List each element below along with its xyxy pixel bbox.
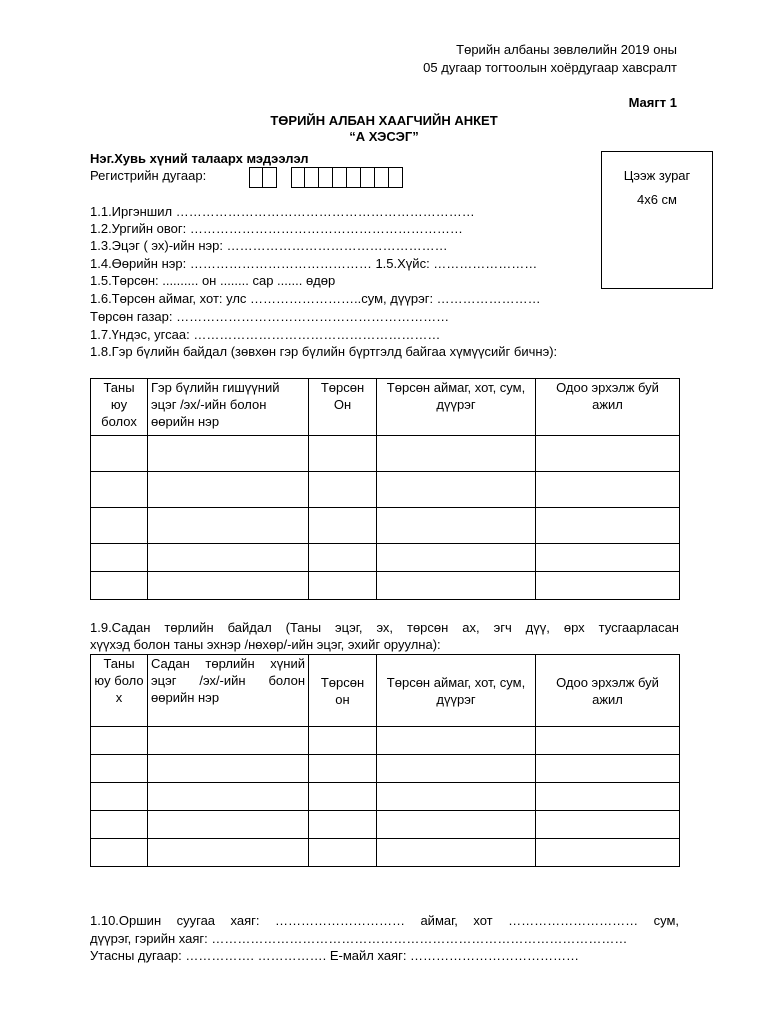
column-header: Төрсөн Он bbox=[309, 379, 377, 436]
table-cell[interactable] bbox=[148, 472, 309, 508]
table-cell[interactable] bbox=[536, 436, 680, 472]
registry-box[interactable] bbox=[319, 167, 333, 188]
table-cell[interactable] bbox=[148, 783, 309, 811]
column-header: Төрсөн аймаг, хот, сум, дүүрэг bbox=[377, 655, 536, 727]
table-row bbox=[91, 436, 680, 472]
table-cell[interactable] bbox=[148, 811, 309, 839]
table-cell[interactable] bbox=[148, 508, 309, 544]
field-family-status: 1.8.Гэр бүлийн байдал (зөвхөн гэр бүлийн бүртгэлд байгаа хүмүүсийг бичнэ): bbox=[90, 344, 558, 359]
field-address[interactable]: 1.10.Оршин суугаа хаяг: ………………………… аймаг, хот ………………………… сум, bbox=[90, 913, 679, 928]
table-row bbox=[91, 472, 680, 508]
column-header: Гэр бүлийн гишүүний эцэг /эх/-ийн болон өөрийн нэр bbox=[148, 379, 309, 436]
table-cell[interactable] bbox=[377, 544, 536, 572]
table-cell[interactable] bbox=[536, 755, 680, 783]
table-cell[interactable] bbox=[309, 811, 377, 839]
table-cell[interactable] bbox=[148, 572, 309, 600]
table-cell[interactable] bbox=[91, 811, 148, 839]
table-cell[interactable] bbox=[91, 544, 148, 572]
table-cell[interactable] bbox=[309, 508, 377, 544]
column-header: Одоо эрхэлж буй ажил bbox=[536, 655, 680, 727]
column-header: Төрсөн он bbox=[309, 655, 377, 727]
table-cell[interactable] bbox=[377, 472, 536, 508]
table-cell[interactable] bbox=[377, 436, 536, 472]
table-row bbox=[91, 839, 680, 867]
registry-box[interactable] bbox=[333, 167, 347, 188]
table-cell[interactable] bbox=[91, 839, 148, 867]
field-birth-region[interactable]: 1.6.Төрсөн аймаг, хот: улс ……………………..сум, дүүрэг: …………………… bbox=[90, 291, 541, 306]
table-cell[interactable] bbox=[309, 783, 377, 811]
table-cell[interactable] bbox=[536, 811, 680, 839]
photo-box[interactable] bbox=[601, 151, 713, 289]
family-table bbox=[90, 378, 680, 600]
column-header: Таны юу боло х bbox=[91, 655, 148, 727]
table-cell[interactable] bbox=[91, 472, 148, 508]
field-birth-date[interactable]: 1.5.Төрсөн: .......... он ........ сар ....... өдөр bbox=[90, 273, 336, 288]
table-cell[interactable] bbox=[148, 436, 309, 472]
field-birthplace[interactable]: Төрсөн газар: ……………………………………………………… bbox=[90, 309, 450, 324]
table-cell[interactable] bbox=[309, 472, 377, 508]
table-cell[interactable] bbox=[148, 544, 309, 572]
registry-label: Регистрийн дугаар: bbox=[90, 168, 207, 183]
table-cell[interactable] bbox=[377, 783, 536, 811]
field-own-name-gender[interactable]: 1.4.Өөрийн нэр: …………………………………… 1.5.Хүйс: …………………… bbox=[90, 256, 538, 271]
table-cell[interactable] bbox=[91, 755, 148, 783]
table-cell[interactable] bbox=[377, 727, 536, 755]
field-home-address[interactable]: дүүрэг, гэрийн хаяг: …………………………………………………………………………………… bbox=[90, 931, 628, 946]
table-cell[interactable] bbox=[536, 839, 680, 867]
registry-box[interactable] bbox=[291, 167, 305, 188]
table-cell[interactable] bbox=[309, 572, 377, 600]
registry-box[interactable] bbox=[347, 167, 361, 188]
registry-box[interactable] bbox=[375, 167, 389, 188]
table-header-row bbox=[91, 655, 680, 727]
table-cell[interactable] bbox=[91, 572, 148, 600]
table-row bbox=[91, 755, 680, 783]
table-cell[interactable] bbox=[309, 839, 377, 867]
table-cell[interactable] bbox=[309, 727, 377, 755]
table-cell[interactable] bbox=[377, 811, 536, 839]
table-cell[interactable] bbox=[91, 508, 148, 544]
table-row bbox=[91, 508, 680, 544]
table-cell[interactable] bbox=[91, 783, 148, 811]
table-cell[interactable] bbox=[148, 727, 309, 755]
table-cell[interactable] bbox=[536, 783, 680, 811]
table-row bbox=[91, 544, 680, 572]
table-cell[interactable] bbox=[536, 572, 680, 600]
table-row bbox=[91, 811, 680, 839]
page-title: ТӨРИЙН АЛБАН ХААГЧИЙН АНКЕТ bbox=[270, 113, 498, 128]
column-header: Одоо эрхэлж буй ажил bbox=[536, 379, 680, 436]
decree-line-2: 05 дугаар тогтоолын хоёрдугаар хавсралт bbox=[423, 60, 677, 75]
column-header: Садан төрлийн хүний эцэг /эх/-ийн болон өөрийн нэр bbox=[148, 655, 309, 727]
table-row bbox=[91, 783, 680, 811]
column-header: Төрсөн аймаг, хот, сум, дүүрэг bbox=[377, 379, 536, 436]
table-cell[interactable] bbox=[91, 436, 148, 472]
table-cell[interactable] bbox=[536, 472, 680, 508]
kinship-intro-line-2: хүүхэд болон таны эхнэр /нөхөр/-ийн эцэг, эхийг оруулна): bbox=[90, 637, 441, 652]
table-header-row bbox=[91, 379, 680, 436]
table-cell[interactable] bbox=[309, 755, 377, 783]
table-row bbox=[91, 727, 680, 755]
column-header: Таны юу болох bbox=[91, 379, 148, 436]
table-cell[interactable] bbox=[536, 727, 680, 755]
table-cell[interactable] bbox=[536, 508, 680, 544]
table-cell[interactable] bbox=[148, 839, 309, 867]
photo-label: Цээж зураг bbox=[623, 168, 691, 183]
section-heading: Нэг.Хувь хүний талаарх мэдээлэл bbox=[90, 151, 309, 166]
table-cell[interactable] bbox=[309, 544, 377, 572]
field-phone-email[interactable]: Утасны дугаар: ……………. ……………. Е-майл хаяг: ………………………………… bbox=[90, 948, 580, 963]
table-cell[interactable] bbox=[536, 544, 680, 572]
page-subtitle: “А ХЭСЭГ” bbox=[349, 129, 419, 144]
field-ethnicity[interactable]: 1.7.Үндэс, угсаа: ………………………………………………… bbox=[90, 327, 441, 342]
table-cell[interactable] bbox=[377, 508, 536, 544]
table-cell[interactable] bbox=[377, 755, 536, 783]
registry-letter-boxes[interactable] bbox=[249, 167, 277, 188]
registry-box[interactable] bbox=[263, 167, 277, 188]
kinship-intro-line-1: 1.9.Садан төрлийн байдал (Таны эцэг, эх, төрсөн ах, эгч дүү, өрх тусгаарласан bbox=[90, 620, 679, 635]
photo-size: 4x6 см bbox=[636, 192, 677, 207]
table-cell[interactable] bbox=[377, 839, 536, 867]
decree-line-1: Төрийн албаны зөвлөлийн 2019 оны bbox=[456, 42, 677, 57]
table-cell[interactable] bbox=[377, 572, 536, 600]
kinship-table bbox=[90, 654, 680, 867]
form-label: Маягт 1 bbox=[628, 95, 677, 110]
table-cell[interactable] bbox=[309, 436, 377, 472]
registry-box[interactable] bbox=[389, 167, 403, 188]
registry-number-boxes[interactable] bbox=[291, 167, 403, 188]
table-row bbox=[91, 572, 680, 600]
table-cell[interactable] bbox=[148, 755, 309, 783]
table-cell[interactable] bbox=[91, 727, 148, 755]
registry-box[interactable] bbox=[249, 167, 263, 188]
registry-box[interactable] bbox=[305, 167, 319, 188]
field-citizenship[interactable]: 1.1.Иргэншил …………………………………………………………… bbox=[90, 204, 475, 219]
field-clan-name[interactable]: 1.2.Ургийн овог: ……………………………………………………… bbox=[90, 221, 463, 236]
registry-box[interactable] bbox=[361, 167, 375, 188]
field-parent-name[interactable]: 1.3.Эцэг ( эх)-ийн нэр: …………………………………………… bbox=[90, 238, 448, 253]
